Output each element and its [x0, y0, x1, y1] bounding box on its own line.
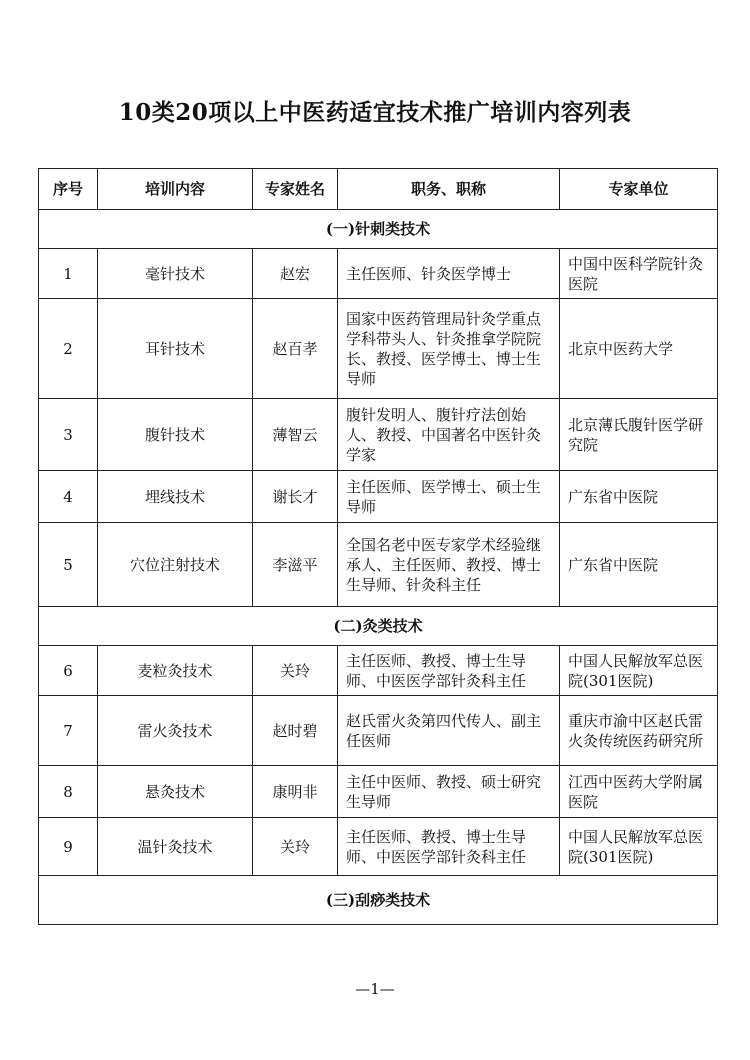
row-unit: 中国中医科学院针灸医院: [560, 249, 718, 299]
table-row: [39, 299, 718, 399]
header-expert: 专家姓名: [253, 169, 338, 210]
row-no: 3: [39, 399, 98, 471]
row-no: 6: [39, 646, 98, 696]
table-row: [39, 696, 718, 766]
row-no: 9: [39, 818, 98, 876]
row-position: 主任中医师、教授、硕士研究生导师: [338, 766, 560, 818]
row-unit: 北京薄氏腹针医学研究院: [560, 399, 718, 471]
section-title: (二)灸类技术: [39, 607, 718, 646]
row-no: 8: [39, 766, 98, 818]
table-row: [39, 766, 718, 818]
row-content: 埋线技术: [98, 471, 253, 523]
row-position: 主任医师、医学博士、硕士生导师: [338, 471, 560, 523]
row-unit: 中国人民解放军总医院(301医院): [560, 646, 718, 696]
row-content: 腹针技术: [98, 399, 253, 471]
section-row: [39, 210, 718, 249]
row-content: 耳针技术: [98, 299, 253, 399]
row-position: 国家中医药管理局针灸学重点学科带头人、针灸推拿学院院长、教授、医学博士、博士生导师: [338, 299, 560, 399]
row-position: 主任医师、教授、博士生导师、中医医学部针灸科主任: [338, 818, 560, 876]
table-row: [39, 646, 718, 696]
row-position: 主任医师、教授、博士生导师、中医医学部针灸科主任: [338, 646, 560, 696]
page-title: 10类20项以上中医药适宜技术推广培训内容列表: [118, 99, 632, 126]
row-position: 主任医师、针灸医学博士: [338, 249, 560, 299]
row-expert: 康明非: [253, 766, 338, 818]
section-title: (三)刮痧类技术: [39, 876, 718, 925]
row-no: 1: [39, 249, 98, 299]
section-row: [39, 607, 718, 646]
row-content: 毫针技术: [98, 249, 253, 299]
row-content: 温针灸技术: [98, 818, 253, 876]
row-expert: 谢长才: [253, 471, 338, 523]
row-position: 全国名老中医专家学术经验继承人、主任医师、教授、博士生导师、针灸科主任: [338, 523, 560, 607]
row-unit: 广东省中医院: [560, 471, 718, 523]
header-position: 职务、职称: [338, 169, 560, 210]
row-no: 2: [39, 299, 98, 399]
row-no: 5: [39, 523, 98, 607]
row-content: 雷火灸技术: [98, 696, 253, 766]
row-expert: 薄智云: [253, 399, 338, 471]
section-row: [39, 876, 718, 925]
row-unit: 北京中医药大学: [560, 299, 718, 399]
row-expert: 关玲: [253, 646, 338, 696]
row-no: 4: [39, 471, 98, 523]
training-content-table: [38, 168, 718, 925]
row-content: 悬灸技术: [98, 766, 253, 818]
header-content: 培训内容: [98, 169, 253, 210]
row-expert: 李滋平: [253, 523, 338, 607]
table-row: [39, 471, 718, 523]
row-no: 7: [39, 696, 98, 766]
row-unit: 江西中医药大学附属医院: [560, 766, 718, 818]
table-row: [39, 249, 718, 299]
row-unit: 中国人民解放军总医院(301医院): [560, 818, 718, 876]
page-number: —1—: [355, 980, 395, 998]
row-position: 腹针发明人、腹针疗法创始人、教授、中国著名中医针灸学家: [338, 399, 560, 471]
table-row: [39, 399, 718, 471]
row-expert: 赵百孝: [253, 299, 338, 399]
header-no: 序号: [39, 169, 98, 210]
row-unit: 广东省中医院: [560, 523, 718, 607]
row-expert: 关玲: [253, 818, 338, 876]
section-title: (一)针刺类技术: [39, 210, 718, 249]
row-content: 麦粒灸技术: [98, 646, 253, 696]
table-row: [39, 818, 718, 876]
row-unit: 重庆市渝中区赵氏雷火灸传统医药研究所: [560, 696, 718, 766]
header-unit: 专家单位: [560, 169, 718, 210]
row-expert: 赵时碧: [253, 696, 338, 766]
row-content: 穴位注射技术: [98, 523, 253, 607]
row-expert: 赵宏: [253, 249, 338, 299]
table-row: [39, 523, 718, 607]
table-header-row: [39, 169, 718, 210]
row-position: 赵氏雷火灸第四代传人、副主任医师: [338, 696, 560, 766]
